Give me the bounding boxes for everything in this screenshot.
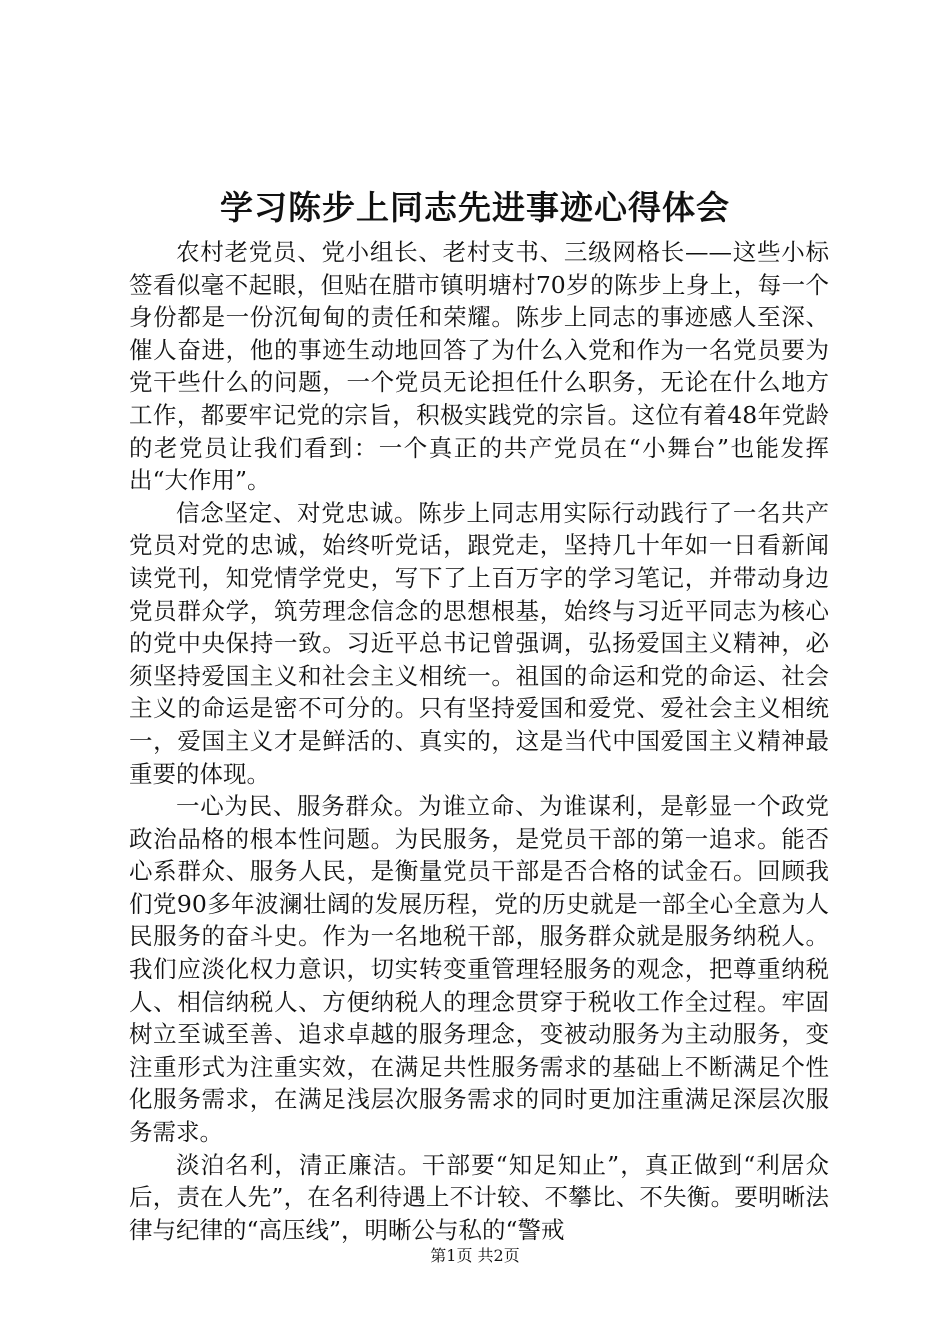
paragraph-integrity: 淡泊名利，清正廉洁。干部要“知足知止”，真正做到“利居众后，责在人先”，在名利待遇上不计较、不攀比、不失衡。要明晰法律与纪律的“高压线”，明晰公与私的“警戒 [129, 1150, 829, 1244]
document-body [129, 236, 829, 1246]
document-title: 学习陈步上同志先进事迹心得体会 [220, 188, 730, 227]
paragraph-intro: 农村老党员、党小组长、老村支书、三级网格长——这些小标签看似毫不起眼，但贴在腊市镇明塘村70岁的陈步上身上，每一个身份都是一份沉甸甸的责任和荣耀。陈步上同志的事迹感人至深、催人奋进，他的事迹生动地回答了为什么入党和作为一名党员要为党干些什么的问题，一个党员无论担任什么职务，无论在什么地方工作，都要牢记党的宗旨，积极实践党的宗旨。这位有着48年党龄的老党员让我们看到：一个真正的共产党员在“小舞台”也能发挥出“大作用”。 [129, 238, 829, 495]
paragraph-loyalty: 信念坚定、对党忠诚。陈步上同志用实际行动践行了一名共产党员对党的忠诚，始终听党话，跟党走，坚持几十年如一日看新闻读党刊，知党情学党史，写下了上百万字的学习笔记，并带动身边党员群众学，筑劳理念信念的思想根基，始终与习近平同志为核心的党中央保持一致。习近平总书记曾强调，弘扬爱国主义精神，必须坚持爱国主义和社会主义相统一。祖国的命运和党的命运、社会主义的命运是密不可分的。只有坚持爱国和爱党、爱社会主义相统一，爱国主义才是鲜活的、真实的，这是当代中国爱国主义精神最重要的体现。 [129, 498, 829, 788]
paragraph-service: 一心为民、服务群众。为谁立命、为谁谋利，是彰显一个政党政治品格的根本性问题。为民服务，是党员干部的第一追求。能否心系群众、服务人民，是衡量党员干部是否合格的试金石。回顾我们党90多年波澜壮阔的发展历程，党的历史就是一部全心全意为人民服务的奋斗史。作为一名地税干部，服务群众就是服务纳税人。我们应淡化权力意识，切实转变重管理轻服务的观念，把尊重纳税人、相信纳税人、方便纳税人的理念贯穿于税收工作全过程。牢固树立至诚至善、追求卓越的服务理念，变被动服务为主动服务，变注重形式为注重实效，在满足共性服务需求的基础上不断满足个性化服务需求，在满足浅层次服务需求的同时更加注重满足深层次服务需求。 [129, 792, 829, 1147]
page-footer: 第1页 共2页 [430, 1246, 520, 1265]
